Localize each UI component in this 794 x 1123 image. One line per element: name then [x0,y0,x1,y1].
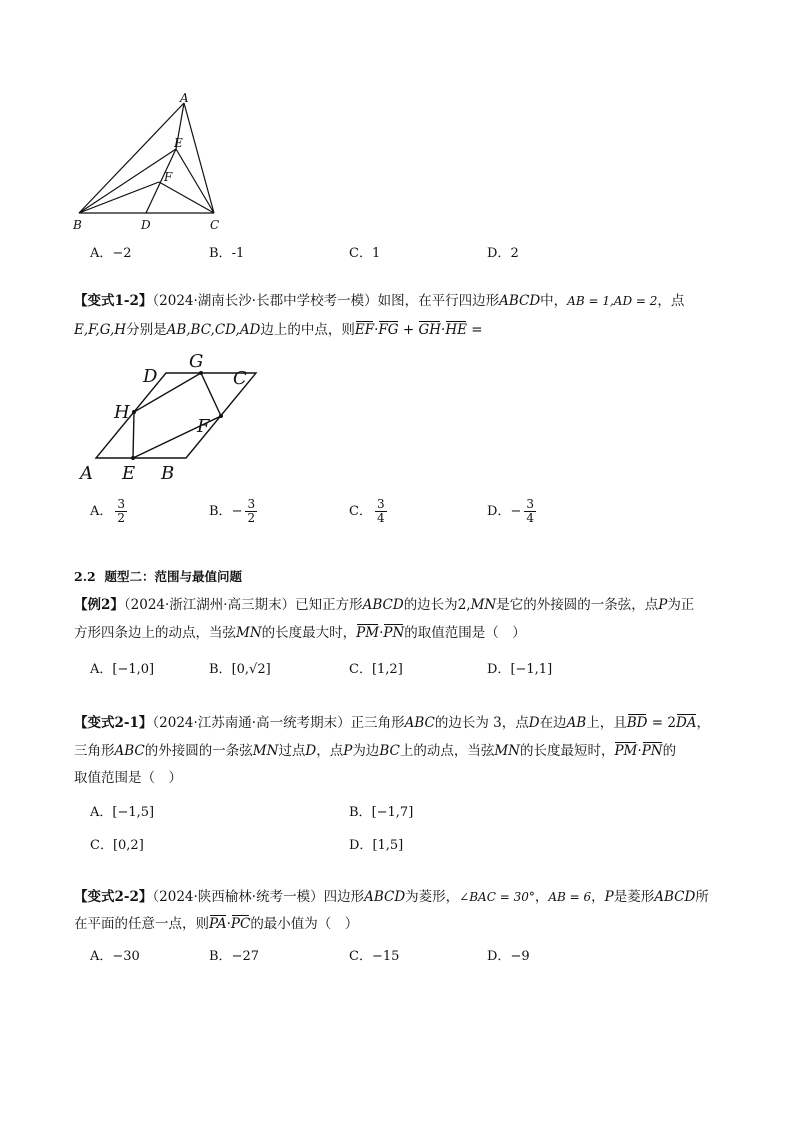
q1-option-b[interactable]: B．-1 [209,246,245,261]
v12-line-2: E,F,G,H分别是AB,BC,CD,AD边上的中点，则EF·FG + GH·HE = [74,322,483,338]
label-a: A [180,92,189,105]
vector-pm: PM [356,625,380,641]
v21-option-a[interactable]: A．[−1,5] [90,805,155,820]
v12-tag: 【变式1-2】 [74,293,153,309]
label-e: E [122,463,136,483]
v12-option-a[interactable]: A． $\frac{3}{2}$ [90,497,126,525]
label-b: B [161,463,175,483]
vector-da: DA [675,715,697,731]
v21-tag: 【变式2-1】 [74,715,153,731]
q1-option-d[interactable]: D．2 [487,246,519,261]
v22-option-b[interactable]: B．−27 [209,949,259,964]
label-c: C [233,368,247,389]
v22-option-d[interactable]: D．−9 [487,949,530,964]
segment-ab [79,103,184,213]
parallelogram-figure [76,348,266,483]
segment-cf [159,182,214,213]
v22-line-2: 在平面的任意一点，则PA·PC的最小值为（ ） [74,916,359,932]
point-h [132,410,136,414]
label-e: E [174,136,183,150]
vector-gh: GH [418,322,442,338]
label-f: F [164,170,173,184]
segment-ce [176,149,214,213]
v21-line-1: 【变式2-1】（2024·江苏南通·高一统考期末）正三角形ABC的边长为 3，点D在边AB上，且BD = 2DA， [74,715,711,731]
ex2-tag: 【例2】 [74,597,124,613]
v21-line-2: 三角形ABC的外接圆的一条弦MN过点D，点P为边BC上的动点，当弦MN的长度最短时，PM·PN的 [74,743,677,759]
v22-option-c[interactable]: C．−15 [349,949,400,964]
label-a: A [80,463,93,483]
vector-pn: PN [383,625,405,641]
ex2-option-b[interactable]: B．[0,√2] [209,662,271,677]
vector-pa: PA [209,916,227,932]
vector-bd: BD [626,715,648,731]
ex2-line-2: 方形四条边上的动点，当弦MN的长度最大时，PM·PN的取值范围是（ ） [74,625,526,641]
v21-option-d[interactable]: D．[1,5] [349,838,404,853]
label-f: F [197,416,210,437]
label-d: D [141,218,151,232]
ex2-option-c[interactable]: C．[1,2] [349,662,403,677]
q1-option-a[interactable]: A．−2 [90,246,132,261]
v22-option-a[interactable]: A．−30 [90,949,140,964]
vector-he: HE [445,322,467,338]
vector-pn: PN [641,743,663,759]
label-g: G [189,351,204,372]
v21-line-3: 取值范围是（ ） [74,770,182,786]
vector-ef: EF [354,322,375,338]
q1-option-c[interactable]: C．1 [349,246,381,261]
triangle-figure [66,92,236,237]
vector-fg: FG [378,322,399,338]
label-d: D [143,366,158,387]
label-b: B [73,218,82,232]
segment-ac [184,103,214,213]
ex2-line-1: 【例2】（2024·浙江湖州·高三期末）已知正方形ABCD的边长为2,MN是它的外接圆的一条弦，点P为正 [74,597,695,613]
point-e [131,456,135,460]
v12-option-d[interactable]: D．− $\frac{3}{4}$ [487,497,534,525]
ex2-option-d[interactable]: D．[−1,1] [487,662,553,677]
v22-line-1: 【变式2-2】（2024·陕西榆林·统考一模）四边形ABCD为菱形，∠BAC = 30°，AB = 6，P是菱形ABCD所 [74,889,709,905]
v21-option-b[interactable]: B．[−1,7] [349,805,414,820]
label-h: H [114,402,130,423]
vector-pm: PM [614,743,638,759]
v22-tag: 【变式2-2】 [74,889,153,905]
point-f [219,414,223,418]
section-heading: 2.2 题型二：范围与最值问题 [74,569,242,584]
v12-line-1: 【变式1-2】（2024·湖南长沙·长郡中学校考一模）如图，在平行四边形ABCD中，AB = 1,AD = 2，点 [74,293,685,309]
vector-pc: PC [230,916,251,932]
label-c: C [210,218,220,232]
v21-option-c[interactable]: C．[0,2] [90,838,144,853]
v12-option-b[interactable]: B．− $\frac{3}{2}$ [209,497,256,525]
v12-option-c[interactable]: C． $\frac{3}{4}$ [349,497,385,525]
ex2-option-a[interactable]: A．[−1,0] [90,662,155,677]
